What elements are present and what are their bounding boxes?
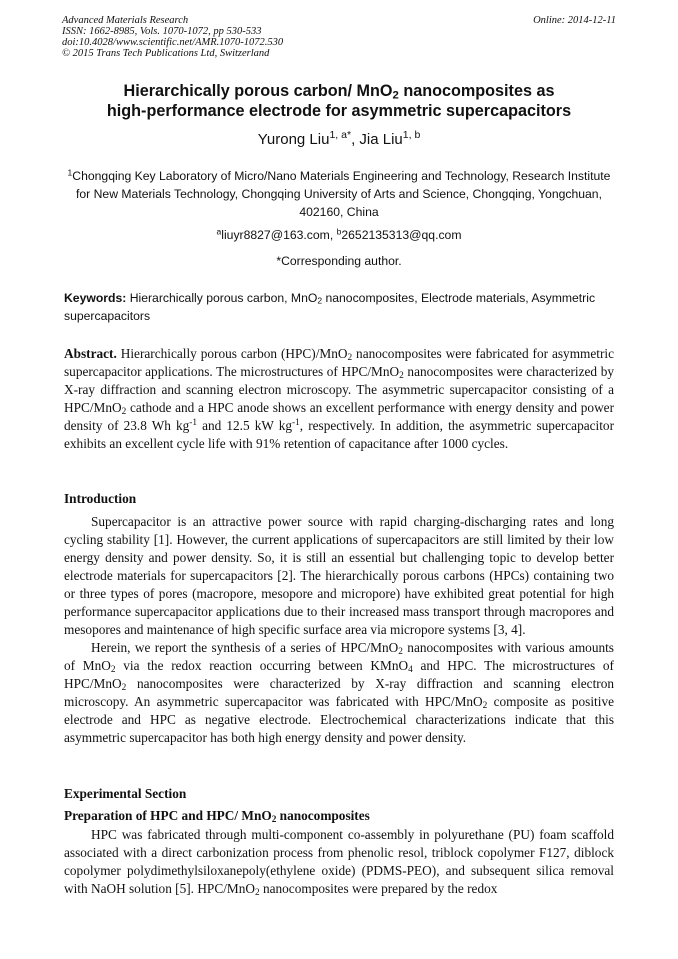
online-date: Online: 2014-12-11 <box>533 15 616 26</box>
copyright-line: © 2015 Trans Tech Publications Ltd, Switzerland <box>62 48 270 59</box>
keywords: Keywords: Hierarchically porous carbon, MnO$_2$ nanocomposites, Electrode materials, Asymmetric supercapacitors <box>64 291 596 323</box>
affiliation: $^1$Chongqing Key Laboratory of Micro/Nano Materials Engineering and Technology, Research Institute for New Materials Technology, Chongqing University of Arts and Science, Chongqing, Yongchuan, 402160, China <box>67 167 611 219</box>
journal-name: Advanced Materials Research <box>62 15 189 26</box>
preparation-body <box>64 826 614 898</box>
email-a[interactable]: liuyr8827@163.com <box>221 228 330 242</box>
prep-paragraph-1: HPC was fabricated through multi-component co-assembly in polyurethane (PU) foam scaffold associated with a direct carbonization process from phenolic resol, triblock copolymer F127, diblock copolymer polydimethylsiloxanepoly(ethylene oxide) (PDMS-PEO), and subsequent silica removal with NaOH solution [5]. HPC/MnO$_2$ nanocomposites were prepared by the redox <box>64 827 614 898</box>
intro-paragraph-2: Herein, we report the synthesis of a series of HPC/MnO$_2$ nanocomposites with various amounts of MnO$_2$ via the redox reaction occurring between KMnO$_4$ and HPC. The microstructures of HPC/MnO$_2$ nanocomposites were characterized by X-ray diffraction and scanning electron microscopy. An asymmetric supercapacitor was fabricated with HPC/MnO$_2$ composite as positive electrode and HPC as negative electrode. Electrochemical characterizations indicate that this asymmetric supercapacitor has both high energy density and power density. <box>64 640 614 745</box>
experimental-heading: Experimental Section <box>64 786 187 801</box>
title-line-2: high-performance electrode for asymmetric supercapacitors <box>106 102 572 120</box>
intro-paragraph-1: Supercapacitor is an attractive power source with rapid charging-discharging rates and long cycling stability [1]. However, the current applications of supercapacitors are still limited by their low energy density and power density. So, it is still an essential but challenging topic to develop better electrode materials for supercapacitors [2]. The hierarchically porous carbons (HPCs) containing two or three types of pores (macropore, mesopore and micropore) have exhibited great potential for high performance supercapacitor applications due to their increased mass transport through macropores and mesopores and maintenance of high specific surface area via micropore systems [3, 4]. <box>64 514 614 637</box>
doi-line[interactable]: doi:10.4028/www.scientific.net/AMR.1070-1072.530 <box>62 37 284 48</box>
corresponding-author-note: *Corresponding author. <box>276 254 402 268</box>
author-list: Yurong Liu$^{1, a*}$, Jia Liu$^{1, b}$ <box>257 129 421 148</box>
introduction-body <box>64 513 614 747</box>
abstract-label: Abstract. <box>64 346 117 361</box>
introduction-heading: Introduction <box>64 491 137 506</box>
paper-title <box>40 81 638 121</box>
author-1: Yurong Liu <box>257 131 330 148</box>
email-b[interactable]: 2652135313@qq.com <box>341 228 462 242</box>
abstract: Abstract. Hierarchically porous carbon (HPC)/MnO$_2$ nanocomposites were fabricated for asymmetric supercapacitor applications. The microstructures of HPC/MnO$_2$ nanocomposites were characterized by X-ray diffraction and scanning electron microscopy. The asymmetric supercapacitor consisting of a HPC/MnO$_2$ cathode and a HPC anode shows an excellent performance with energy density and power density of 23.8 Wh $kg^{-1}$ and 12.5 kW $kg^{-1}$, respectively. In addition, the asymmetric supercapacitor exhibits an excellent cycle life with 91% retention of capacitance after 1000 cycles. <box>64 346 615 451</box>
journal-header <box>62 15 616 59</box>
author-2: Jia Liu <box>359 131 403 148</box>
preparation-subheading: Preparation of HPC and HPC/ MnO$_2$ nanocomposites <box>64 808 370 825</box>
title-line-1: Hierarchically porous carbon/ MnO$_2$ nanocomposites as <box>123 82 555 102</box>
author-emails: $^a$liuyr8827@163.com, $^b$2652135313@qq.com <box>216 226 462 242</box>
keywords-label: Keywords: <box>64 291 127 305</box>
issn-line: ISSN: 1662-8985, Vols. 1070-1072, pp 530-533 <box>62 26 262 37</box>
